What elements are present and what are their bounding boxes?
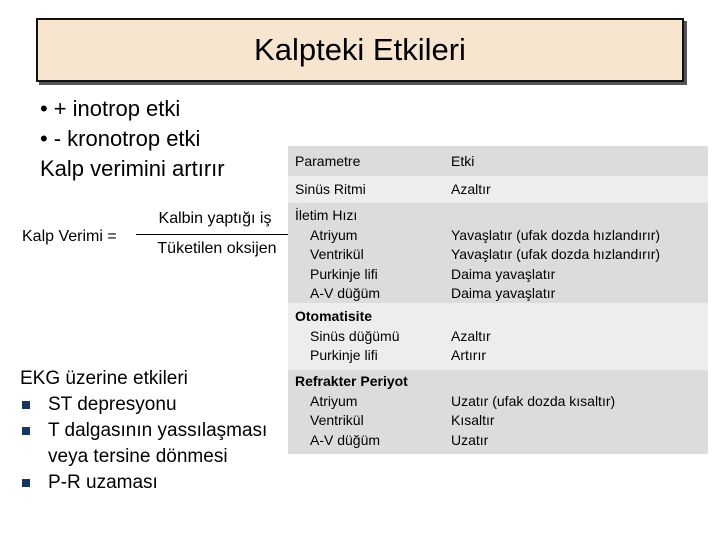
bullet-inotrop: • + inotrop etki — [40, 96, 181, 121]
sub-effect: Kısaltır — [451, 412, 495, 428]
ekg-item: T dalgasının yassılaşması — [20, 418, 267, 444]
title-banner — [36, 18, 684, 82]
row-label: Sinüs Ritmi — [295, 181, 366, 197]
formula — [22, 206, 282, 266]
ekg-item-continuation: veya tersine dönmesi — [48, 446, 228, 467]
sub-effect: Artırır — [451, 347, 486, 363]
ekg-section — [20, 366, 267, 496]
bullet-kronotrop: • - kronotrop etki — [40, 126, 201, 151]
effects-table — [288, 146, 708, 454]
row-label: Refrakter Periyot — [295, 373, 408, 389]
formula-denominator: Tüketilen oksijen — [157, 240, 277, 257]
sub-effect: Azaltır — [451, 327, 491, 344]
formula-lhs: Kalp Verimi = — [22, 228, 117, 245]
sub-effect: Daima yavaşlatır — [451, 285, 556, 301]
square-bullet-icon — [22, 401, 30, 409]
sub-effect: Yavaşlatır (ufak dozda hızlandırır) — [451, 226, 661, 243]
bullet-list — [40, 94, 225, 184]
header-etki: Etki — [451, 153, 475, 169]
sub-label: Purkinje lifi — [310, 265, 378, 282]
sub-effect: Yavaşlatır (ufak dozda hızlandırır) — [451, 246, 661, 262]
sub-effect: Uzatır (ufak dozda kısaltır) — [451, 392, 616, 409]
sub-label: Purkinje lifi — [310, 347, 378, 363]
sub-label: Atriyum — [310, 392, 358, 409]
row-label: İletim Hızı — [295, 207, 358, 223]
square-bullet-icon — [22, 427, 30, 435]
square-bullet-icon — [22, 479, 30, 487]
sub-effect: Daima yavaşlatır — [451, 265, 556, 282]
sub-label: Ventrikül — [310, 246, 364, 262]
ekg-item: ST depresyonu — [20, 392, 267, 418]
formula-numerator: Kalbin yaptığı iş — [158, 210, 272, 227]
ekg-item: P-R uzaması — [20, 470, 267, 496]
sub-label: A-V düğüm — [310, 431, 381, 448]
header-parametre: Parametre — [295, 153, 361, 169]
sub-label: Ventrikül — [310, 412, 364, 428]
sub-label: Sinüs düğümü — [310, 327, 400, 344]
fraction-bar — [136, 234, 290, 235]
sub-label: A-V düğüm — [310, 285, 381, 301]
summary-text: Kalp verimini artırır — [40, 156, 225, 181]
row-effect: Azaltır — [451, 181, 491, 197]
row-label: Otomatisite — [295, 308, 373, 324]
sub-label: Atriyum — [310, 226, 358, 243]
ekg-heading: EKG üzerine etkileri — [20, 368, 188, 389]
page-title: Kalpteki Etkileri — [254, 32, 466, 67]
sub-effect: Uzatır — [451, 431, 489, 448]
